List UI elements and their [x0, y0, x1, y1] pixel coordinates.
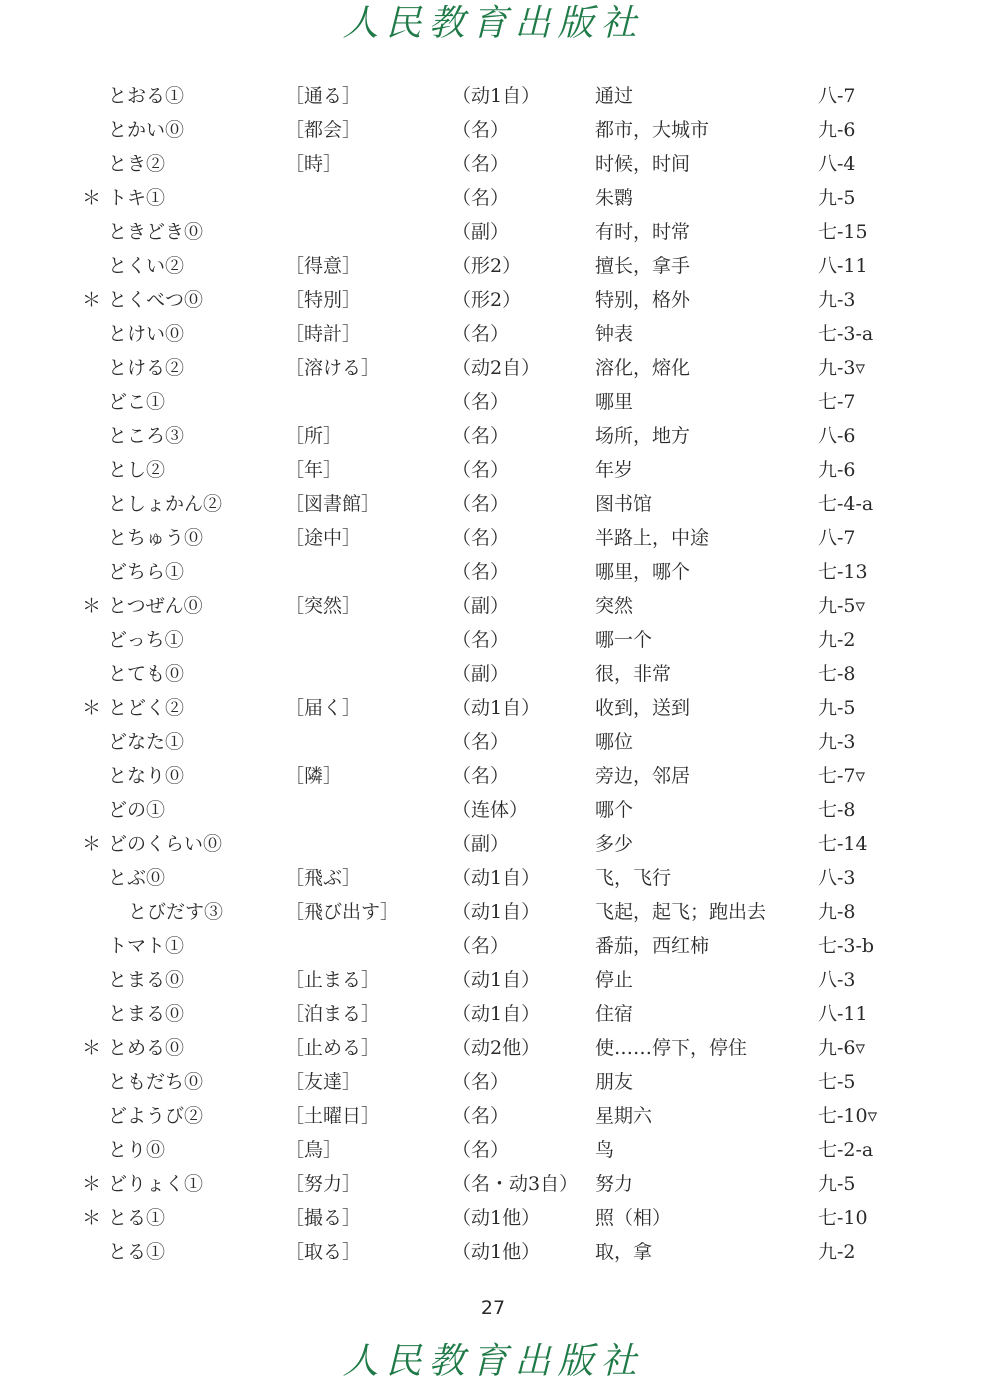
- vocab-kanji: ［泊まる］: [285, 1003, 381, 1025]
- vocab-meaning: 停止: [595, 969, 634, 991]
- vocab-kana: とまる⓪: [108, 969, 185, 991]
- vocab-mark: ＊: [82, 1037, 102, 1059]
- vocab-kana: とまる⓪: [108, 1003, 185, 1025]
- vocab-pos: （名）: [452, 765, 510, 787]
- vocab-kana: とる①: [108, 1241, 166, 1263]
- vocab-lesson: 八-4: [818, 153, 856, 175]
- vocab-lesson: 九-3: [818, 289, 856, 311]
- vocab-meaning: 住宿: [595, 1003, 634, 1025]
- vocab-lesson: 九-5▿: [818, 595, 866, 617]
- vocab-lesson: 九-5: [818, 187, 856, 209]
- vocab-kanji: ［途中］: [285, 527, 362, 549]
- vocab-kana: とつぜん⓪: [108, 595, 203, 617]
- vocab-meaning: 通过: [595, 85, 634, 107]
- vocab-entry-row: [0, 623, 986, 657]
- vocab-meaning: 番茄，西红柿: [595, 935, 710, 957]
- vocab-pos: （副）: [452, 833, 510, 855]
- vocab-kana: とても⓪: [108, 663, 185, 685]
- vocab-meaning: 年岁: [595, 459, 634, 481]
- vocab-pos: （名）: [452, 561, 510, 583]
- vocab-entry-row: [0, 1235, 986, 1269]
- vocab-entry-row: [0, 895, 986, 929]
- vocab-pos: （动1自）: [452, 969, 541, 991]
- vocab-kanji: ［友達］: [285, 1071, 362, 1093]
- vocab-lesson: 七-3-b: [818, 935, 875, 957]
- vocab-lesson: 九-6▿: [818, 1037, 866, 1059]
- publisher-logo-header: 人民教育出版社: [342, 3, 644, 44]
- vocab-pos: （名）: [452, 459, 510, 481]
- vocab-pos: （名）: [452, 731, 510, 753]
- vocab-entry-row: [0, 79, 986, 113]
- vocab-lesson: 八-11: [818, 1003, 868, 1025]
- vocab-meaning: 特别，格外: [595, 289, 691, 311]
- vocab-entry-row: [0, 1031, 986, 1065]
- vocab-pos: （名）: [452, 153, 510, 175]
- vocab-entry-row: [0, 1065, 986, 1099]
- vocab-entry-row: [0, 351, 986, 385]
- vocab-kana: とおる①: [108, 85, 185, 107]
- vocab-meaning: 时候，时间: [595, 153, 691, 175]
- vocab-pos: （名）: [452, 629, 510, 651]
- vocab-meaning: 努力: [595, 1173, 634, 1195]
- vocab-pos: （动1自）: [452, 697, 541, 719]
- vocab-pos: （连体）: [452, 799, 529, 821]
- vocab-entry-row: [0, 385, 986, 419]
- vocab-kana: とし②: [108, 459, 166, 481]
- vocab-meaning: 旁边，邻居: [595, 765, 691, 787]
- vocab-kanji: ［取る］: [285, 1241, 362, 1263]
- vocab-lesson: 九-3: [818, 731, 856, 753]
- vocab-meaning: 朋友: [595, 1071, 634, 1093]
- vocab-entry-row: [0, 521, 986, 555]
- vocab-lesson: 八-3: [818, 867, 856, 889]
- vocab-entry-row: [0, 997, 986, 1031]
- vocab-kana: どこ①: [108, 391, 166, 413]
- vocab-pos: （名）: [452, 119, 510, 141]
- vocab-pos: （名）: [452, 323, 510, 345]
- vocab-lesson: 七-15: [818, 221, 868, 243]
- vocab-kana: とけい⓪: [108, 323, 185, 345]
- publisher-logo-footer: 人民教育出版社: [342, 1341, 644, 1382]
- vocab-entry-row: [0, 725, 986, 759]
- vocab-lesson: 九-2: [818, 1241, 856, 1263]
- vocab-lesson: 七-4-a: [818, 493, 874, 515]
- vocab-meaning: 飞，飞行: [595, 867, 672, 889]
- vocab-entry-row: [0, 1133, 986, 1167]
- vocab-kana: とり⓪: [108, 1139, 166, 1161]
- vocab-lesson: 八-6: [818, 425, 856, 447]
- vocab-kanji: ［所］: [285, 425, 343, 447]
- vocab-entry-row: [0, 113, 986, 147]
- vocab-mark: ＊: [82, 595, 102, 617]
- vocab-meaning: 取，拿: [595, 1241, 653, 1263]
- vocab-kanji: ［都会］: [285, 119, 362, 141]
- vocab-meaning: 有时，时常: [595, 221, 691, 243]
- vocab-lesson: 八-11: [818, 255, 868, 277]
- vocab-kana: とける②: [108, 357, 185, 379]
- vocab-lesson: 七-5: [818, 1071, 856, 1093]
- vocab-mark: ＊: [82, 833, 102, 855]
- vocab-kana: どようび②: [108, 1105, 204, 1127]
- vocab-meaning: 星期六: [595, 1105, 653, 1127]
- vocab-kanji: ［年］: [285, 459, 343, 481]
- vocab-mark: ＊: [82, 1207, 102, 1229]
- vocab-pos: （形2）: [452, 289, 522, 311]
- page-number: 27: [480, 1297, 506, 1319]
- vocab-entry-row: [0, 963, 986, 997]
- vocab-meaning: 鸟: [595, 1139, 615, 1161]
- vocab-lesson: 九-8: [818, 901, 856, 923]
- vocab-mark: ＊: [82, 1173, 102, 1195]
- vocab-kana: とき②: [108, 153, 166, 175]
- vocab-meaning: 多少: [595, 833, 634, 855]
- vocab-entry-row: [0, 181, 986, 215]
- vocab-entry-row: [0, 657, 986, 691]
- vocab-meaning: 哪位: [595, 731, 634, 753]
- vocab-entry-row: [0, 929, 986, 963]
- vocab-kana: とくい②: [108, 255, 185, 277]
- vocab-meaning: 溶化，熔化: [595, 357, 691, 379]
- vocab-meaning: 很，非常: [595, 663, 672, 685]
- vocab-lesson: 七-10: [818, 1207, 868, 1229]
- vocab-kana: どの①: [108, 799, 166, 821]
- vocab-pos: （名）: [452, 1105, 510, 1127]
- vocab-pos: （动2他）: [452, 1037, 541, 1059]
- vocab-pos: （名）: [452, 425, 510, 447]
- vocab-mark: ＊: [82, 697, 102, 719]
- vocab-lesson: 七-8: [818, 663, 856, 685]
- vocab-mark: ＊: [82, 187, 102, 209]
- vocab-meaning: 使……停下，停住: [595, 1037, 748, 1059]
- vocab-kana: どなた①: [108, 731, 185, 753]
- vocab-entry-row: [0, 147, 986, 181]
- vocab-meaning: 突然: [595, 595, 634, 617]
- vocab-entry-row: [0, 487, 986, 521]
- vocab-meaning: 哪个: [595, 799, 634, 821]
- vocab-kana: とる①: [108, 1207, 166, 1229]
- vocab-meaning: 哪一个: [595, 629, 653, 651]
- vocab-entry-row: [0, 691, 986, 725]
- vocab-kanji: ［土曜日］: [285, 1105, 381, 1127]
- vocab-meaning: 半路上，中途: [595, 527, 710, 549]
- vocab-kana: とぶ⓪: [108, 867, 166, 889]
- vocab-kanji: ［鳥］: [285, 1139, 343, 1161]
- vocab-lesson: 八-7: [818, 85, 856, 107]
- vocab-kanji: ［図書館］: [285, 493, 381, 515]
- vocab-meaning: 哪里，哪个: [595, 561, 691, 583]
- vocab-kanji: ［止める］: [285, 1037, 381, 1059]
- vocab-kana: ともだち⓪: [108, 1071, 204, 1093]
- vocab-pos: （形2）: [452, 255, 522, 277]
- vocab-kanji: ［時計］: [285, 323, 362, 345]
- vocab-pos: （动1自）: [452, 901, 541, 923]
- vocab-meaning: 照（相）: [595, 1207, 672, 1229]
- vocab-pos: （副）: [452, 595, 510, 617]
- vocab-meaning: 场所，地方: [595, 425, 691, 447]
- vocab-entry-row: [0, 793, 986, 827]
- vocab-meaning: 朱鹮: [595, 187, 634, 209]
- vocab-kana: ときどき⓪: [108, 221, 204, 243]
- vocab-kanji: ［隣］: [285, 765, 343, 787]
- vocab-lesson: 七-14: [818, 833, 868, 855]
- vocab-entry-row: [0, 453, 986, 487]
- vocab-kana: どりょく①: [108, 1173, 204, 1195]
- vocab-entry-row: [0, 249, 986, 283]
- vocab-pos: （动2自）: [452, 357, 541, 379]
- vocab-pos: （动1自）: [452, 85, 541, 107]
- vocab-entry-row: [0, 555, 986, 589]
- vocab-kana: ところ③: [108, 425, 185, 447]
- vocab-kanji: ［突然］: [285, 595, 362, 617]
- vocab-pos: （动1他）: [452, 1207, 541, 1229]
- vocab-kanji: ［得意］: [285, 255, 362, 277]
- vocab-pos: （名）: [452, 493, 510, 515]
- vocab-kana: とかい⓪: [108, 119, 185, 141]
- vocab-kanji: ［特別］: [285, 289, 362, 311]
- vocab-pos: （动1自）: [452, 1003, 541, 1025]
- vocab-lesson: 七-13: [818, 561, 868, 583]
- vocab-lesson: 七-7: [818, 391, 856, 413]
- vocab-pos: （名）: [452, 187, 510, 209]
- vocab-lesson: 九-6: [818, 119, 856, 141]
- vocab-meaning: 飞起，起飞；跑出去: [595, 901, 767, 923]
- vocab-pos: （名）: [452, 1071, 510, 1093]
- vocabulary-list: [0, 79, 986, 1269]
- vocab-meaning: 钟表: [595, 323, 634, 345]
- vocab-kanji: ［撮る］: [285, 1207, 362, 1229]
- vocab-meaning: 擅长，拿手: [595, 255, 691, 277]
- vocab-kanji: ［飛び出す］: [285, 901, 400, 923]
- vocab-kana: となり⓪: [108, 765, 185, 787]
- vocab-kana: どのくらい⓪: [108, 833, 223, 855]
- vocab-pos: （名）: [452, 391, 510, 413]
- vocab-kanji: ［届く］: [285, 697, 362, 719]
- vocab-kana: トキ①: [108, 187, 166, 209]
- vocab-kana: とどく②: [108, 697, 185, 719]
- vocab-kana: としょかん②: [108, 493, 223, 515]
- vocab-entry-row: [0, 589, 986, 623]
- vocab-lesson: 九-5: [818, 1173, 856, 1195]
- vocab-entry-row: [0, 827, 986, 861]
- vocab-lesson: 七-10▿: [818, 1105, 878, 1127]
- vocab-lesson: 九-2: [818, 629, 856, 651]
- vocab-kanji: ［飛ぶ］: [285, 867, 362, 889]
- vocab-pos: （名）: [452, 527, 510, 549]
- vocab-kanji: ［時］: [285, 153, 343, 175]
- vocab-entry-row: [0, 759, 986, 793]
- vocab-kanji: ［努力］: [285, 1173, 362, 1195]
- vocab-mark: ＊: [82, 289, 102, 311]
- vocab-kanji: ［止まる］: [285, 969, 381, 991]
- vocab-entry-row: [0, 215, 986, 249]
- vocab-lesson: 七-8: [818, 799, 856, 821]
- vocab-entry-row: [0, 1201, 986, 1235]
- vocab-kana: トマト①: [108, 935, 185, 957]
- vocab-kana: どっち①: [108, 629, 184, 651]
- vocab-pos: （副）: [452, 663, 510, 685]
- vocab-pos: （副）: [452, 221, 510, 243]
- vocab-pos: （名・动3自）: [452, 1173, 579, 1195]
- vocab-kana: とめる⓪: [108, 1037, 185, 1059]
- vocab-pos: （名）: [452, 935, 510, 957]
- vocab-kanji: ［通る］: [285, 85, 362, 107]
- vocab-entry-row: [0, 317, 986, 351]
- vocab-lesson: 八-3: [818, 969, 856, 991]
- vocab-lesson: 七-3-a: [818, 323, 874, 345]
- vocab-kana: どちら①: [108, 561, 185, 583]
- vocab-kana: とくべつ⓪: [108, 289, 204, 311]
- vocab-entry-row: [0, 419, 986, 453]
- vocab-lesson: 七-7▿: [818, 765, 866, 787]
- vocab-lesson: 九-3▿: [818, 357, 866, 379]
- vocab-lesson: 九-6: [818, 459, 856, 481]
- vocab-meaning: 哪里: [595, 391, 634, 413]
- vocab-entry-row: [0, 283, 986, 317]
- vocab-pos: （动1他）: [452, 1241, 541, 1263]
- vocab-lesson: 七-2-a: [818, 1139, 874, 1161]
- vocab-lesson: 九-5: [818, 697, 856, 719]
- vocab-pos: （动1自）: [452, 867, 541, 889]
- vocab-lesson: 八-7: [818, 527, 856, 549]
- vocab-entry-row: [0, 861, 986, 895]
- vocab-meaning: 图书馆: [595, 493, 653, 515]
- vocab-entry-row: [0, 1167, 986, 1201]
- vocab-kana: とちゅう⓪: [108, 527, 204, 549]
- vocab-kana: とびだす③: [128, 901, 224, 923]
- vocab-pos: （名）: [452, 1139, 510, 1161]
- vocab-meaning: 都市，大城市: [595, 119, 710, 141]
- vocab-kanji: ［溶ける］: [285, 357, 381, 379]
- vocab-entry-row: [0, 1099, 986, 1133]
- vocab-meaning: 收到，送到: [595, 697, 691, 719]
